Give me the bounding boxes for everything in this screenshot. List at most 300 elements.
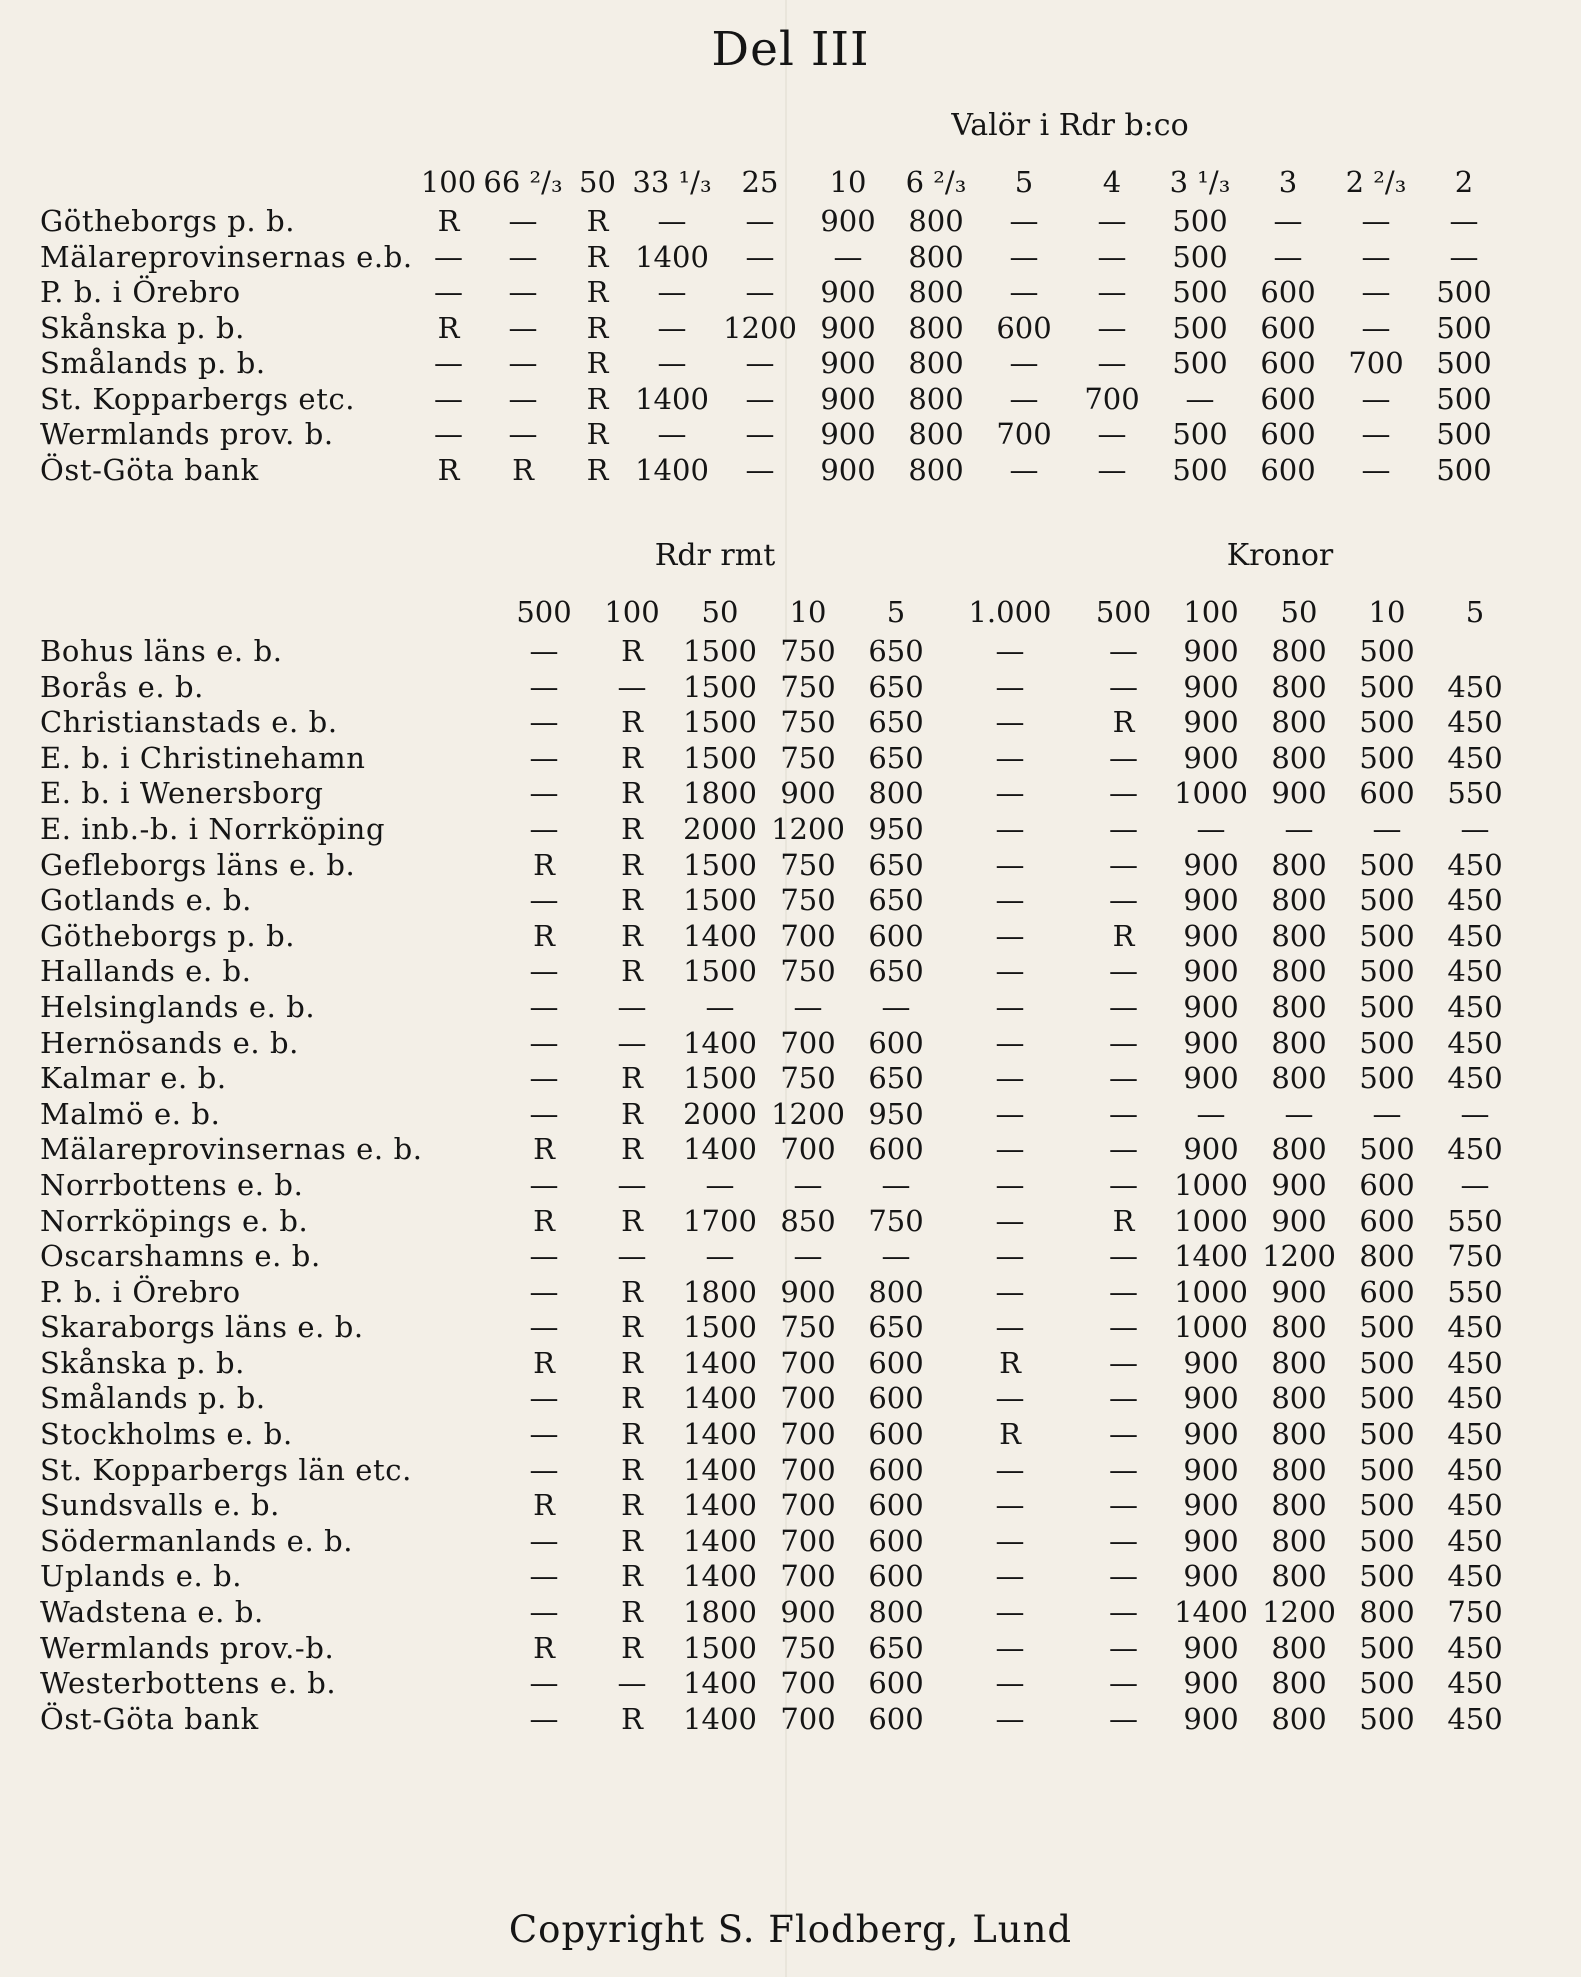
value-cell: — <box>1097 452 1127 487</box>
table-row <box>40 417 1508 453</box>
value-cell: 450 <box>1447 669 1503 704</box>
value-cell: 1000 <box>1174 776 1248 811</box>
value-cell: — <box>529 1096 559 1131</box>
value-cell: — <box>995 1559 1025 1594</box>
value-cell: — <box>617 989 647 1024</box>
value-cell: 450 <box>1447 1630 1503 1665</box>
value-cell: 500 <box>1359 954 1415 989</box>
value-cell: 450 <box>1447 1452 1503 1487</box>
value-cell: 750 <box>780 669 836 704</box>
value-cell: — <box>529 989 559 1024</box>
column-header: 10 <box>789 595 827 629</box>
table-row <box>40 1453 1519 1489</box>
value-cell: 800 <box>1271 1488 1327 1523</box>
value-cell: 800 <box>1271 883 1327 918</box>
value-cell: 500 <box>1436 275 1492 309</box>
value-cell: 800 <box>908 310 964 345</box>
value-cell: R <box>621 1452 643 1487</box>
value-cell: 900 <box>1183 1452 1239 1487</box>
value-cell: 600 <box>868 1701 924 1736</box>
value-cell: 850 <box>780 1203 836 1238</box>
value-cell: — <box>995 740 1025 775</box>
value-cell: — <box>995 705 1025 740</box>
value-cell: 900 <box>1183 1381 1239 1416</box>
value-cell: 650 <box>868 1630 924 1665</box>
value-cell: 900 <box>1183 1701 1239 1736</box>
value-cell: — <box>995 1061 1025 1096</box>
bank-name: Gotlands e. b. <box>40 883 252 918</box>
copyright-footer: Copyright S. Flodberg, Lund <box>508 1908 1073 1951</box>
value-cell: — <box>617 1025 647 1060</box>
value-cell: 450 <box>1447 1488 1503 1523</box>
value-cell: 800 <box>1359 1595 1415 1630</box>
value-cell: 600 <box>1359 1203 1415 1238</box>
value-cell: 1400 <box>635 239 709 274</box>
value-cell: R <box>1112 1203 1135 1238</box>
value-cell: — <box>1109 1096 1138 1131</box>
value-cell: 500 <box>1172 275 1228 309</box>
value-cell: R <box>621 1559 643 1594</box>
value-cell: — <box>617 1239 647 1274</box>
table-row <box>40 1631 1519 1667</box>
value-cell: — <box>617 669 647 704</box>
value-cell: — <box>1109 1630 1138 1665</box>
value-cell: 450 <box>1447 1559 1503 1594</box>
value-cell: 650 <box>868 883 924 918</box>
value-cell: 600 <box>868 1488 924 1523</box>
table-row <box>40 1381 1519 1417</box>
value-cell: — <box>529 669 559 704</box>
value-cell: 450 <box>1447 740 1503 775</box>
value-cell: R <box>621 634 643 668</box>
value-cell: 1400 <box>683 1523 757 1558</box>
value-cell: 900 <box>780 776 836 811</box>
value-cell: R <box>621 1701 643 1736</box>
value-cell: — <box>434 381 463 416</box>
value-cell: 900 <box>1183 634 1239 668</box>
table-row <box>40 634 1519 670</box>
value-cell: — <box>1109 1274 1138 1309</box>
value-cell: 900 <box>1183 954 1239 989</box>
table-header-row <box>40 160 1508 204</box>
value-cell: — <box>1273 204 1303 238</box>
value-cell: 800 <box>908 275 964 309</box>
value-cell: 750 <box>780 1061 836 1096</box>
value-cell: — <box>434 275 463 309</box>
value-cell: R <box>621 1132 643 1167</box>
value-cell: — <box>1109 1345 1138 1380</box>
value-cell: R <box>621 954 643 989</box>
bank-name: Wadstena e. b. <box>40 1595 264 1630</box>
value-cell: 1500 <box>683 883 757 918</box>
value-cell: — <box>529 1025 559 1060</box>
value-cell: 800 <box>1271 1025 1327 1060</box>
value-cell: 600 <box>868 1523 924 1558</box>
value-cell: R <box>621 1274 643 1309</box>
value-cell: — <box>745 239 775 274</box>
value-cell: — <box>995 1203 1025 1238</box>
bank-name: Norrbottens e. b. <box>40 1167 304 1202</box>
value-cell: 750 <box>780 705 836 740</box>
value-cell: 550 <box>1447 776 1503 811</box>
bank-name: Hallands e. b. <box>40 954 252 989</box>
value-cell: — <box>1109 1132 1138 1167</box>
value-cell: — <box>1009 346 1039 380</box>
value-cell: — <box>1109 1167 1138 1202</box>
value-cell: — <box>1109 1239 1138 1274</box>
value-cell: 650 <box>868 634 924 668</box>
bank-name: Mälareprovinsernas e.b. <box>40 239 413 274</box>
value-cell: R <box>621 1381 643 1416</box>
value-cell: 500 <box>1359 1523 1415 1558</box>
value-cell: — <box>529 1310 559 1345</box>
value-cell: 900 <box>1183 1666 1239 1701</box>
value-cell: — <box>995 669 1025 704</box>
value-cell: 450 <box>1447 1666 1503 1701</box>
value-cell: 900 <box>1183 1345 1239 1380</box>
value-cell: 500 <box>1359 1310 1415 1345</box>
value-cell: — <box>995 1523 1025 1558</box>
column-header: 66 ²/₃ <box>483 165 563 199</box>
value-cell: 1400 <box>683 1488 757 1523</box>
header-blank <box>40 590 500 634</box>
value-cell: — <box>995 883 1025 918</box>
value-cell: R <box>621 1345 643 1380</box>
value-cell: — <box>529 1167 559 1202</box>
value-cell: — <box>529 1666 559 1701</box>
bank-name: P. b. i Örebro <box>40 1274 241 1309</box>
column-header: 3 <box>1278 165 1298 199</box>
denomination-table-banco <box>40 160 1508 488</box>
value-cell: — <box>995 1132 1025 1167</box>
section2-heading-kronor: Kronor <box>1226 538 1334 573</box>
table-row <box>40 453 1508 489</box>
value-cell: 700 <box>996 417 1052 451</box>
table-row <box>40 1346 1519 1382</box>
value-cell: — <box>745 417 775 451</box>
value-cell: 900 <box>820 381 876 416</box>
value-cell: — <box>1460 1167 1490 1202</box>
value-cell: — <box>1109 1488 1138 1523</box>
column-header: 25 <box>741 165 779 199</box>
value-cell: 600 <box>868 1559 924 1594</box>
value-cell: — <box>793 989 823 1024</box>
value-cell: 1400 <box>683 1417 757 1452</box>
value-cell: R <box>586 310 609 345</box>
value-cell: — <box>1273 239 1303 274</box>
value-cell: 1500 <box>683 705 757 740</box>
value-cell: 500 <box>1436 417 1492 451</box>
value-cell: 900 <box>780 1595 836 1630</box>
value-cell: 1400 <box>683 1381 757 1416</box>
value-cell: 500 <box>1172 239 1228 274</box>
value-cell: 800 <box>1271 1523 1327 1558</box>
bank-name: St. Kopparbergs etc. <box>40 381 356 416</box>
value-cell: 900 <box>820 346 876 380</box>
value-cell: — <box>1460 1096 1490 1131</box>
bank-name: Wermlands prov. b. <box>40 417 334 451</box>
table-row <box>40 670 1519 706</box>
value-cell: 500 <box>1359 918 1415 953</box>
value-cell: — <box>995 1239 1025 1274</box>
value-cell: — <box>657 417 687 451</box>
value-cell: 500 <box>1436 310 1492 345</box>
bank-name: Bohus läns e. b. <box>40 634 283 668</box>
value-cell: R <box>533 1203 555 1238</box>
value-cell: 500 <box>1359 1417 1415 1452</box>
value-cell: — <box>995 1666 1025 1701</box>
value-cell: 700 <box>780 918 836 953</box>
value-cell: R <box>621 1096 643 1131</box>
value-cell: R <box>621 847 643 882</box>
value-cell: — <box>508 275 538 309</box>
table-row <box>40 1702 1519 1738</box>
column-header: 50 <box>579 165 616 199</box>
bank-name: E. inb.-b. i Norrköping <box>40 811 386 846</box>
value-cell: 1400 <box>683 1345 757 1380</box>
value-cell: 1800 <box>683 1595 757 1630</box>
value-cell: 700 <box>780 1345 836 1380</box>
bank-name: Götheborgs p. b. <box>40 204 296 238</box>
column-header: 33 ¹/₃ <box>632 165 712 199</box>
value-cell: — <box>1109 1417 1138 1452</box>
value-cell: 800 <box>1271 634 1327 668</box>
value-cell: 900 <box>820 452 876 487</box>
value-cell: 900 <box>1183 1132 1239 1167</box>
table-row <box>40 1026 1519 1062</box>
value-cell: R <box>1112 918 1135 953</box>
value-cell: 650 <box>868 705 924 740</box>
value-cell: 450 <box>1447 1025 1503 1060</box>
value-cell: 600 <box>1359 776 1415 811</box>
value-cell: 500 <box>1359 1381 1415 1416</box>
value-cell: 1500 <box>683 1310 757 1345</box>
value-cell: 600 <box>1260 417 1316 451</box>
value-cell: 800 <box>1271 1132 1327 1167</box>
value-cell: 500 <box>1359 1132 1415 1167</box>
value-cell: R <box>621 918 643 953</box>
column-header: 50 <box>1280 595 1318 629</box>
value-cell: 750 <box>1447 1595 1503 1630</box>
value-cell: 750 <box>780 1310 836 1345</box>
value-cell: — <box>1284 811 1314 846</box>
value-cell: — <box>1361 239 1391 274</box>
bank-name: Smålands p. b. <box>40 1381 266 1416</box>
value-cell: — <box>508 204 538 238</box>
column-header: 500 <box>1095 595 1152 629</box>
value-cell: — <box>657 310 687 345</box>
value-cell: — <box>995 634 1025 668</box>
value-cell: 650 <box>868 669 924 704</box>
column-header: 2 ²/₃ <box>1345 165 1407 199</box>
value-cell: — <box>657 275 687 309</box>
value-cell <box>1431 634 1519 670</box>
value-cell: 1400 <box>635 452 709 487</box>
table-row <box>40 1204 1519 1240</box>
value-cell: 1200 <box>771 1096 845 1131</box>
value-cell: 900 <box>1183 1630 1239 1665</box>
page-title: Del III <box>711 22 870 77</box>
column-header: 4 <box>1102 165 1122 199</box>
table-row <box>40 1132 1519 1168</box>
value-cell: — <box>995 1630 1025 1665</box>
value-cell: — <box>1097 417 1127 451</box>
bank-name: Sundsvalls e. b. <box>40 1488 280 1523</box>
value-cell: R <box>533 847 555 882</box>
value-cell: 1500 <box>683 634 757 668</box>
section1-heading: Valör i Rdr b:co <box>951 108 1189 143</box>
bank-name: Öst-Göta bank <box>40 1701 259 1736</box>
value-cell: 800 <box>1271 1310 1327 1345</box>
value-cell: 600 <box>868 1025 924 1060</box>
value-cell: 1500 <box>683 847 757 882</box>
value-cell: 800 <box>1271 918 1327 953</box>
value-cell: 650 <box>868 740 924 775</box>
value-cell: 900 <box>1271 1203 1327 1238</box>
bank-name: Skaraborgs läns e. b. <box>40 1310 364 1345</box>
value-cell: 900 <box>1183 847 1239 882</box>
value-cell: — <box>1009 239 1039 274</box>
bank-name: Christianstads e. b. <box>40 705 338 740</box>
value-cell: 800 <box>908 239 964 274</box>
value-cell: 750 <box>780 1630 836 1665</box>
value-cell: — <box>1449 204 1479 238</box>
value-cell: R <box>621 776 643 811</box>
value-cell: 800 <box>1359 1239 1415 1274</box>
value-cell: — <box>1361 310 1391 345</box>
column-header: 3 ¹/₃ <box>1169 165 1231 199</box>
value-cell: 900 <box>1271 1167 1327 1202</box>
value-cell: R <box>533 1345 555 1380</box>
value-cell: — <box>1361 204 1391 238</box>
value-cell: 700 <box>780 1381 836 1416</box>
value-cell: 600 <box>1260 346 1316 380</box>
value-cell: — <box>1109 847 1138 882</box>
value-cell: 800 <box>908 452 964 487</box>
value-cell: — <box>995 1595 1025 1630</box>
bank-name: Götheborgs p. b. <box>40 918 296 953</box>
value-cell: — <box>617 1666 647 1701</box>
value-cell: — <box>434 346 463 380</box>
value-cell: 600 <box>868 1132 924 1167</box>
value-cell: — <box>1097 310 1127 345</box>
value-cell: 650 <box>868 1310 924 1345</box>
table-row <box>40 1488 1519 1524</box>
value-cell: — <box>529 776 559 811</box>
value-cell: R <box>586 417 609 451</box>
value-cell: 700 <box>780 1559 836 1594</box>
value-cell: R <box>533 1132 555 1167</box>
value-cell: 500 <box>1172 346 1228 380</box>
column-header: 50 <box>701 595 739 629</box>
value-cell: 800 <box>868 1595 924 1630</box>
table-row <box>40 990 1519 1026</box>
value-cell: 700 <box>1348 346 1404 380</box>
value-cell: 750 <box>868 1203 924 1238</box>
value-cell: R <box>999 1345 1021 1380</box>
value-cell: 600 <box>868 1666 924 1701</box>
bank-name: P. b. i Örebro <box>40 275 241 309</box>
table-row <box>40 1275 1519 1311</box>
value-cell: 800 <box>1271 1345 1327 1380</box>
value-cell: 800 <box>1271 1701 1327 1736</box>
value-cell: — <box>529 954 559 989</box>
value-cell: 450 <box>1447 847 1503 882</box>
value-cell: 600 <box>868 1345 924 1380</box>
value-cell: 1400 <box>683 1452 757 1487</box>
value-cell: — <box>1109 1061 1138 1096</box>
table-row <box>40 883 1519 919</box>
value-cell: 450 <box>1447 1132 1503 1167</box>
column-header: 10 <box>829 165 867 199</box>
value-cell: 900 <box>1183 918 1239 953</box>
value-cell: R <box>586 239 609 274</box>
value-cell: — <box>1009 381 1039 416</box>
bank-name: Smålands p. b. <box>40 346 266 380</box>
value-cell: R <box>621 1630 643 1665</box>
value-cell: — <box>1460 811 1490 846</box>
value-cell: — <box>1009 452 1039 487</box>
bank-name: E. b. i Christinehamn <box>40 740 366 775</box>
value-cell: R <box>437 452 460 487</box>
value-cell: 900 <box>1183 1061 1239 1096</box>
value-cell: 900 <box>820 204 876 238</box>
value-cell: 800 <box>908 417 964 451</box>
value-cell: — <box>1109 669 1138 704</box>
value-cell: 800 <box>1271 1452 1327 1487</box>
value-cell: — <box>529 811 559 846</box>
value-cell: — <box>1361 381 1391 416</box>
header-blank <box>40 160 418 204</box>
value-cell: — <box>529 705 559 740</box>
value-cell: — <box>617 1167 647 1202</box>
value-cell: — <box>995 954 1025 989</box>
value-cell: 450 <box>1447 1381 1503 1416</box>
value-cell: — <box>1097 239 1127 274</box>
bank-name: Mälareprovinsernas e. b. <box>40 1132 423 1167</box>
value-cell: — <box>529 1417 559 1452</box>
bank-name: Norrköpings e. b. <box>40 1203 309 1238</box>
table-row <box>40 848 1519 884</box>
value-cell: — <box>508 417 538 451</box>
value-cell: 750 <box>780 883 836 918</box>
value-cell: — <box>995 1025 1025 1060</box>
value-cell: R <box>621 1310 643 1345</box>
value-cell: 700 <box>1084 381 1140 416</box>
value-cell: 550 <box>1447 1274 1503 1309</box>
value-cell: 450 <box>1447 918 1503 953</box>
column-header: 5 <box>1465 595 1485 629</box>
value-cell: 2000 <box>683 1096 757 1131</box>
value-cell: — <box>529 1701 559 1736</box>
value-cell: 800 <box>1271 1061 1327 1096</box>
value-cell: 500 <box>1172 417 1228 451</box>
value-cell: 450 <box>1447 705 1503 740</box>
value-cell: — <box>1196 1096 1226 1131</box>
value-cell: — <box>745 381 775 416</box>
value-cell: 450 <box>1447 1523 1503 1558</box>
value-cell: R <box>1112 705 1135 740</box>
value-cell: — <box>529 883 559 918</box>
value-cell: 800 <box>908 204 964 238</box>
value-cell: 650 <box>868 1061 924 1096</box>
value-cell: — <box>995 1452 1025 1487</box>
value-cell: 1400 <box>683 1666 757 1701</box>
value-cell: — <box>1109 1595 1138 1630</box>
value-cell: 1500 <box>683 669 757 704</box>
value-cell: 500 <box>1172 310 1228 345</box>
value-cell: — <box>1009 275 1039 309</box>
